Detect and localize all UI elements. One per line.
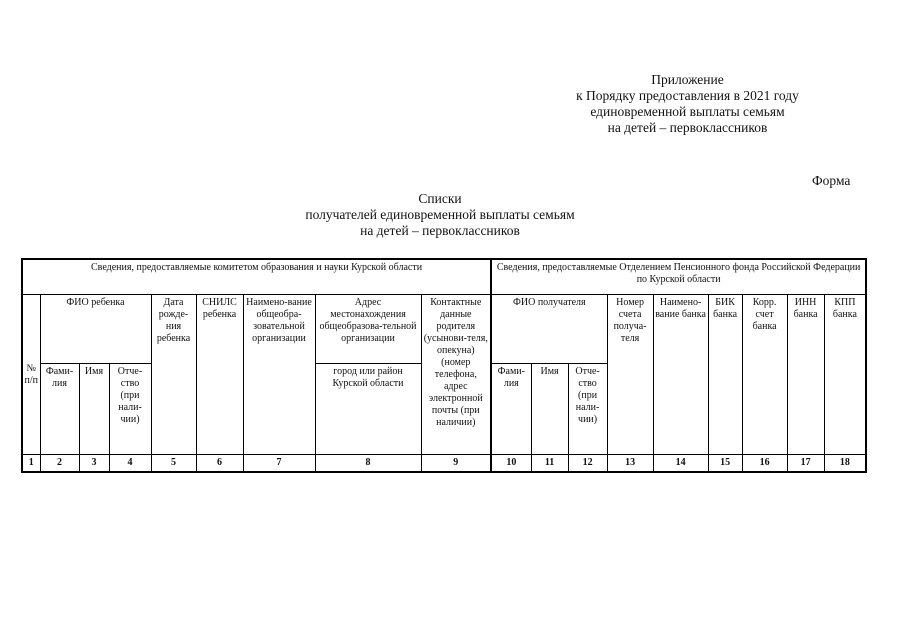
column-number: 14 [653, 455, 708, 473]
column-number: 1 [22, 455, 40, 473]
form-label: Форма [812, 173, 851, 188]
column-number: 11 [531, 455, 568, 473]
col-header-recipient-surname: Фами-лия [491, 364, 531, 455]
col-header-bank-name: Наимено-вание банка [653, 295, 708, 455]
title-line: на детей – первоклассников [360, 223, 520, 238]
column-number: 8 [315, 455, 421, 473]
col-header-account-number: Номер счета получа-теля [607, 295, 653, 455]
column-number: 2 [40, 455, 79, 473]
col-header-org-name: Наимено-вание общеобра-зовательной организации [243, 295, 315, 455]
col-header-kpp: КПП банка [824, 295, 866, 455]
col-header-org-address: Адрес местонахождения общеобразова-тельной организации [315, 295, 421, 364]
column-number: 4 [109, 455, 151, 473]
col-header-org-address-city: город или район Курской области [315, 364, 421, 455]
col-header-recipient-name: Имя [531, 364, 568, 455]
appendix-line: к Порядку предоставления в 2021 году [576, 88, 799, 103]
column-number: 12 [568, 455, 607, 473]
section-header-education: Сведения, предоставляемые комитетом образования и науки Курской области [22, 259, 491, 295]
column-number: 13 [607, 455, 653, 473]
col-header-child-patronymic: Отче-ство (при нали-чии) [109, 364, 151, 455]
col-header-inn: ИНН банка [787, 295, 824, 455]
document-title [200, 191, 680, 239]
appendix-note [520, 72, 855, 136]
col-header-corr-account: Корр. счет банка [742, 295, 787, 455]
col-header-child-surname: Фами-лия [40, 364, 79, 455]
col-header-fio-child: ФИО ребенка [40, 295, 151, 364]
column-number: 15 [708, 455, 742, 473]
column-number: 18 [824, 455, 866, 473]
column-number: 17 [787, 455, 824, 473]
recipients-table [21, 258, 867, 473]
column-number: 9 [421, 455, 491, 473]
column-number: 16 [742, 455, 787, 473]
title-line: получателей единовременной выплаты семьям [305, 207, 575, 222]
col-header-number: № п/п [22, 295, 40, 455]
appendix-line: Приложение [651, 72, 724, 87]
appendix-line: единовременной выплаты семьям [590, 104, 785, 119]
section-header-pension-fund: Сведения, предоставляемые Отделением Пенсионного фонда Российской Федерации по Курской области [491, 259, 866, 295]
col-header-contacts: Контактные данные родителя (усынови-теля, опекуна) (номер телефона, адрес электронной почты (при наличии) [421, 295, 491, 455]
column-number: 7 [243, 455, 315, 473]
column-number: 5 [151, 455, 196, 473]
col-header-snils: СНИЛС ребенка [196, 295, 243, 455]
column-number: 6 [196, 455, 243, 473]
column-numbers-row [22, 455, 866, 473]
col-header-recipient-patronymic: Отче-ство (при нали-чии) [568, 364, 607, 455]
title-line: Списки [418, 191, 462, 206]
col-header-bik: БИК банка [708, 295, 742, 455]
appendix-line: на детей – первоклассников [607, 120, 768, 135]
col-header-fio-recipient: ФИО получателя [491, 295, 607, 364]
column-number: 10 [491, 455, 531, 473]
column-number: 3 [79, 455, 109, 473]
col-header-child-name: Имя [79, 364, 109, 455]
col-header-birth-date: Дата рожде-ния ребенка [151, 295, 196, 455]
